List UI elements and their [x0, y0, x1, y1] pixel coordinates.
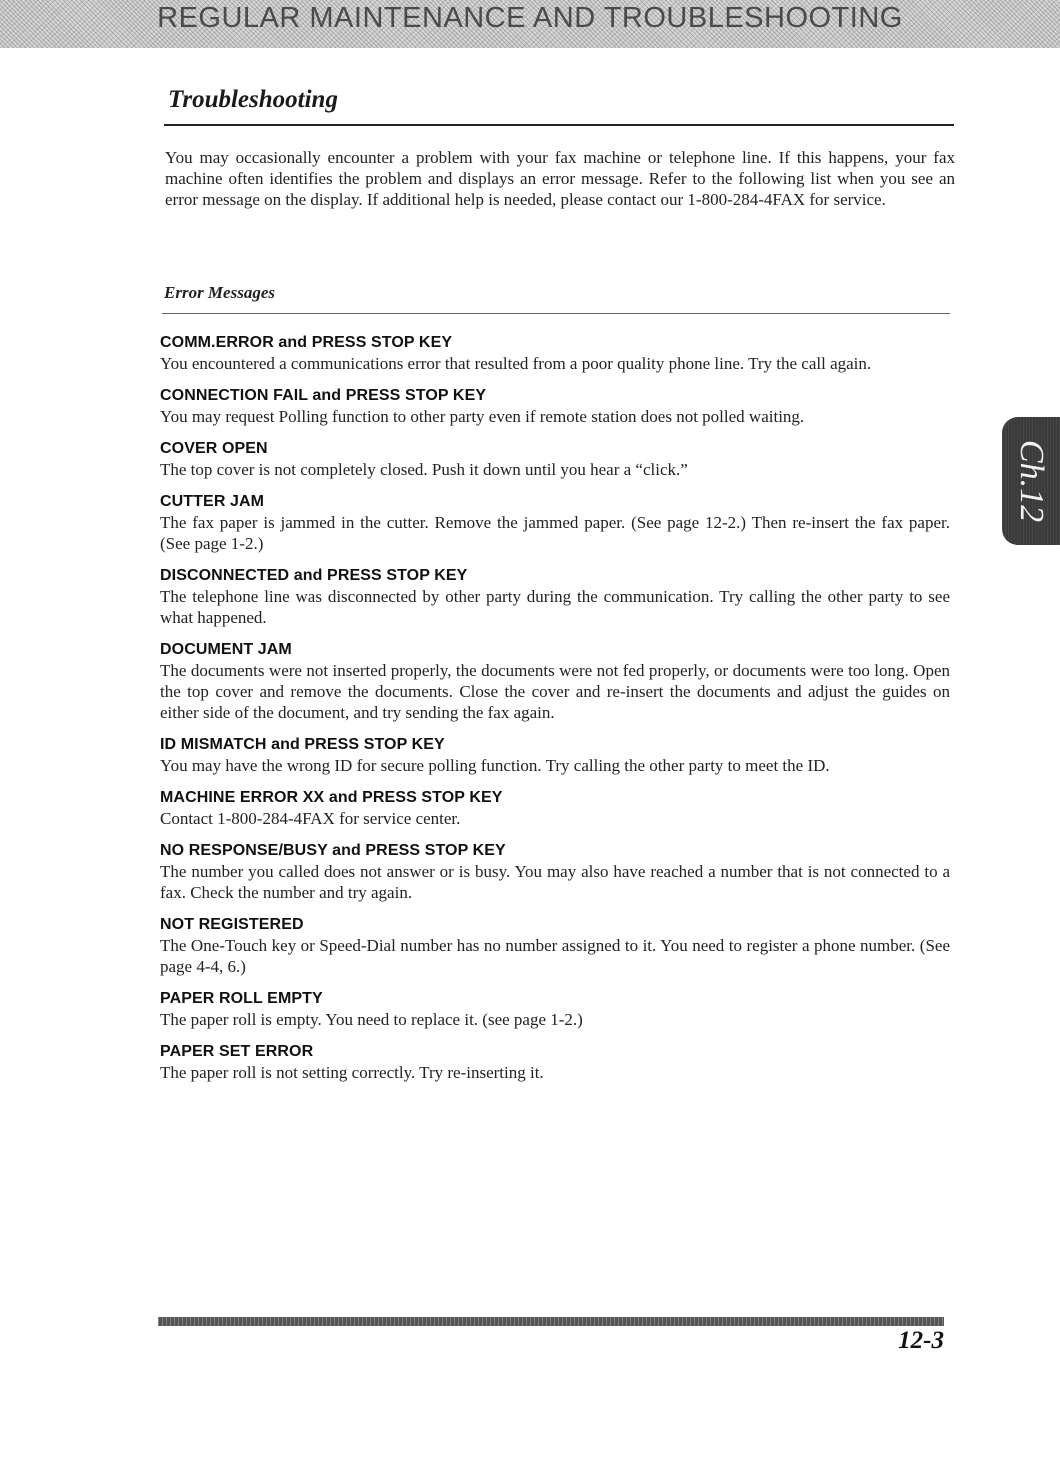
error-description: The number you called does not answer or is busy. You may also have reached a number that is not connected to a fax. Check the number and try again. [160, 862, 950, 902]
chapter-tab [1002, 417, 1060, 545]
footer-rule [158, 1317, 944, 1326]
error-entry [160, 439, 950, 480]
error-entry [160, 788, 950, 829]
error-title: CUTTER JAM [160, 493, 265, 510]
error-entry [160, 566, 950, 628]
chapter-title: REGULAR MAINTENANCE AND TROUBLESHOOTING [157, 2, 903, 34]
error-title: MACHINE ERROR XX and PRESS STOP KEY [160, 789, 503, 806]
error-title: DISCONNECTED and PRESS STOP KEY [160, 567, 468, 584]
error-description: The telephone line was disconnected by other party during the communication. Try calling the other party to see what happened. [160, 587, 950, 627]
page-number: 12-3 [898, 1327, 944, 1354]
error-entry [160, 915, 950, 977]
error-entry [160, 640, 950, 723]
error-description: The documents were not inserted properly, the documents were not fed properly, or documents were too long. Open the top cover and remove the documents. Close the cover and re-insert the documents and adjust the guides on either side of the document, and try sending the fax again. [160, 661, 950, 722]
section-title: Troubleshooting [168, 86, 338, 113]
section-divider [164, 124, 954, 126]
error-description: You encountered a communications error that resulted from a poor quality phone line. Try the call again. [160, 354, 872, 373]
error-title: NO RESPONSE/BUSY and PRESS STOP KEY [160, 842, 506, 859]
error-title: CONNECTION FAIL and PRESS STOP KEY [160, 387, 487, 404]
subsection-divider [162, 313, 950, 314]
error-entry [160, 333, 950, 374]
error-entry [160, 386, 950, 427]
error-description: The fax paper is jammed in the cutter. Remove the jammed paper. (See page 12-2.) Then re-insert the fax paper. (See page 1-2.) [160, 513, 950, 553]
error-entry [160, 989, 950, 1030]
chapter-header-band [0, 0, 1060, 48]
error-title: DOCUMENT JAM [160, 641, 292, 658]
error-description: You may have the wrong ID for secure polling function. Try calling the other party to meet the ID. [160, 756, 830, 775]
error-title: COVER OPEN [160, 440, 268, 457]
error-title: PAPER SET ERROR [160, 1043, 314, 1060]
error-title: NOT REGISTERED [160, 916, 304, 933]
error-description: The One-Touch key or Speed-Dial number has no number assigned to it. You need to register a phone number. (See page 4-4, 6.) [160, 936, 950, 976]
error-entry [160, 1042, 950, 1083]
error-description: The paper roll is empty. You need to replace it. (see page 1-2.) [160, 1010, 583, 1029]
error-entry [160, 492, 950, 554]
error-description: You may request Polling function to other party even if remote station does not polled waiting. [160, 407, 805, 426]
error-title: ID MISMATCH and PRESS STOP KEY [160, 736, 445, 753]
error-entry [160, 841, 950, 903]
error-entry [160, 735, 950, 776]
error-description: The top cover is not completely closed. Push it down until you hear a “click.” [160, 460, 688, 479]
error-title: COMM.ERROR and PRESS STOP KEY [160, 334, 453, 351]
error-description: Contact 1-800-284-4FAX for service center. [160, 809, 461, 828]
intro-paragraph: You may occasionally encounter a problem with your fax machine or telephone line. If this happens, your fax machine often identifies the problem and displays an error message. Refer to the following list when you see an error message on the display. If additional help is needed, please contact our 1-800-284-4FAX for service. [165, 148, 955, 209]
error-description: The paper roll is not setting correctly. Try re-inserting it. [160, 1063, 544, 1082]
subsection-title: Error Messages [164, 283, 275, 302]
error-title: PAPER ROLL EMPTY [160, 990, 323, 1007]
chapter-tab-label: Ch.12 [1013, 439, 1050, 523]
error-message-list [160, 333, 950, 1095]
